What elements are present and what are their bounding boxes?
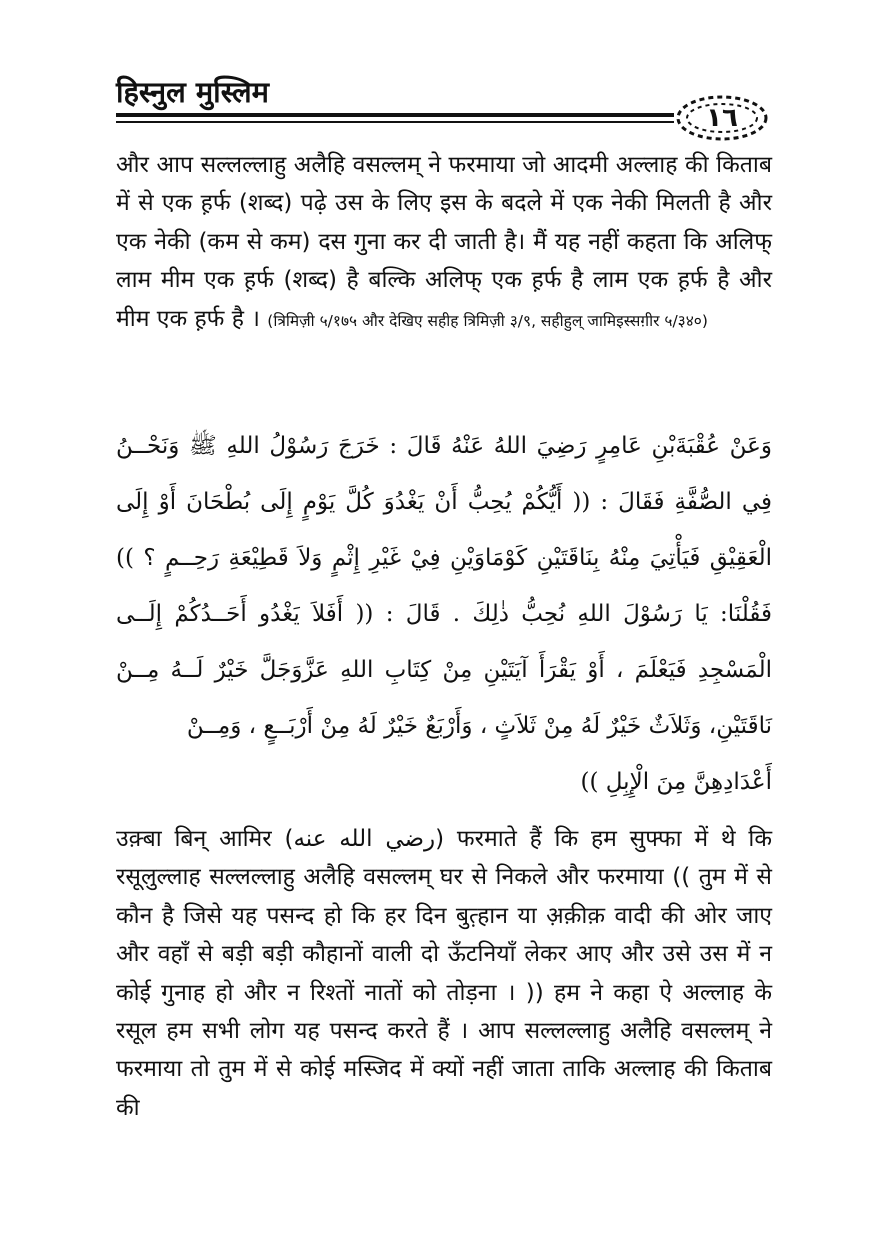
arabic-hadith-text xyxy=(116,418,772,810)
hadith-reference: (त्रिमिज़ी ५/१७५ और देखिए सहीह त्रिमिज़ी ३/९, सहीहुल् जामिइस्सग़ीर ५/३४०) xyxy=(267,311,708,330)
header-rule-thick xyxy=(116,113,674,117)
hindi-paragraph-intro xyxy=(116,146,772,340)
intro-text: और आप सल्लल्लाहु अलैहि वसल्लम् ने फरमाया जो आदमी अल्लाह की किताब में से एक ह़र्फ (शब्द) पढ़े उस के लिए इस के बदले में एक नेकी मिलती है और एक नेकी (कम से कम) दस गुना कर दी जाती है। मैं यह नहीं कहता कि अलिफ् लाम मीम एक ह़र्फ (शब्द) है बल्कि अलिफ् एक ह़र्फ है लाम एक ह़र्फ है और मीम एक ह़र्फ है । xyxy=(116,152,772,332)
hindi-paragraph-translation: उक़्बा बिन् आमिर (رضي الله عنه) फरमाते हैं कि हम सुफ्फा में थे कि रसूलुल्लाह सल्लल्लाहु अलैहि वसल्लम् घर से निकले और फरमाया (( तुम में से कौन है जिसे यह पसन्द हो कि हर दिन बुत़्हान या अ़क़ीक़ वादी की ओर जाए और वहाँ से बड़ी बड़ी कौहानों वाली दो ऊँटनियाँ लेकर आए और उसे उस में न कोई गुनाह हो और न रिश्तों नातों को तोड़ना । )) हम ने कहा ऐ अल्लाह के रसूल हम सभी लोग यह पसन्द करते हैं । आप सल्लल्लाहु अलैहि वसल्लम् ने फरमाया तो तुम में से कोई मस्जिद में क्यों नहीं जाता ताकि अल्लाह की किताब की xyxy=(116,826,772,1121)
book-title: हिस्नुल मुस्लिम xyxy=(116,75,269,109)
page-number-badge xyxy=(674,92,770,144)
page-number: ١٦ xyxy=(706,103,738,133)
arabic-hadith-body: وَعَنْ عُقْبَةَبْنِ عَامِرٍ رَضِيَ اللهُ عَنْهُ قَالَ : خَرَجَ رَسُوْلُ اللهِ ﷺ وَنَحْــنُ فِي الصُّفَّةِ فَقَالَ : (( أَيُّكُمْ يُحِبُّ أَنْ يَغْدُوَ كُلَّ يَوْمٍ إِلَى بُطْحَانَ أَوْ إِلَى الْعَقِيْقِ فَيَأْتِيَ مِنْهُ بِنَاقَتَيْنِ كَوْمَاوَيْنِ فِيْ غَيْرِ إِثْمٍ وَلاَ قَطِيْعَةِ رَحِــمٍ ؟ )) فَقُلْنَا: يَا رَسُوْلَ اللهِ نُحِبُّ ذٰلِكَ . قَالَ : (( أَفَلاَ يَغْدُو أَحَــدُكُمْ إِلَــى الْمَسْجِدِ فَيَعْلَمَ ، أَوْ يَقْرَأَ آيَتَيْنِ مِنْ كِتَابِ اللهِ عَزَّوَجَلَّ خَيْرٌ لَــهُ مِــنْ نَاقَتَيْنِ، وَثَلاَثٌ خَيْرٌ لَهُ مِنْ ثَلاَثٍ ، وَأَرْبَعٌ خَيْرٌ لَهُ مِنْ أَرْبَــعٍ ، وَمِــنْ xyxy=(116,433,772,739)
header-rule-thin xyxy=(116,121,674,123)
arabic-hadith-last-line: أَعْدَادِهِنَّ مِنَ الْإِبِلِ )) xyxy=(580,769,772,795)
